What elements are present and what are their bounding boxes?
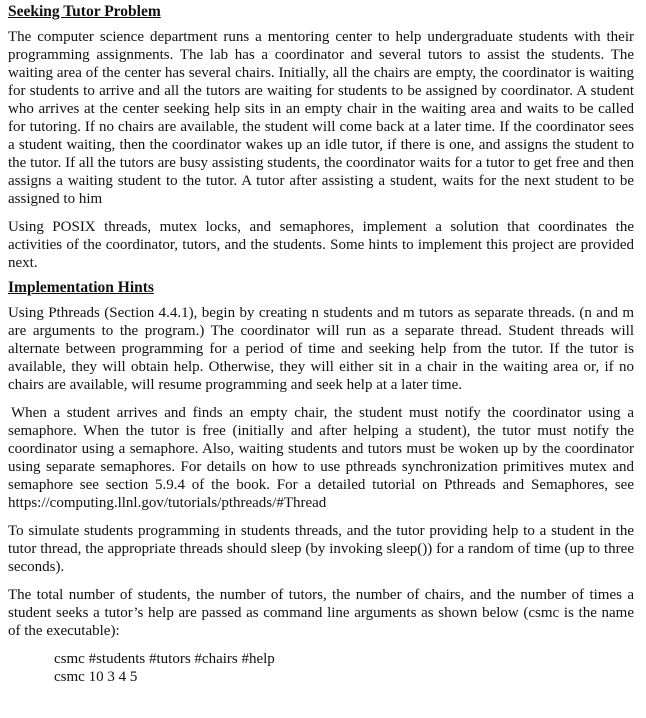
heading-seeking-tutor-problem: Seeking Tutor Problem <box>8 3 161 20</box>
pthreads-hint-paragraph: Using Pthreads (Section 4.4.1), begin by creating n students and m tutors as separate threads. (n and m are arguments to the program.) The coordinator will run as a separate thread. Student threads will alternate between programming for a period of time and seeking help from the tutor. If the tutor is available, they will obtain help. Otherwise, they will either sit in a chair in the waiting area or, if no chairs are available, will resume programming and seek help at a later time. <box>8 305 634 393</box>
task-paragraph: Using POSIX threads, mutex locks, and semaphores, implement a solution that coordinates the activities of the coordinator, tutors, and the students. Some hints to implement this project are provided next. <box>8 219 634 271</box>
semaphore-hint-paragraph: When a student arrives and finds an empty chair, the student must notify the coordinator using a semaphore. When the tutor is free (initially and after helping a student), the tutor must notify the coordinator using a semaphore. Also, waiting students and tutors must be woken up by the coordinator using separate semaphores. For details on how to use pthreads synchronization primitives mutex and semaphore see section 5.9.4 of the book. For a detailed tutorial on Pthreads and Semaphores, see https://computing.llnl.gov/tutorials/pthreads/#Thread <box>8 405 634 511</box>
usage-line: csmc #students #tutors #chairs #help <box>54 651 275 667</box>
heading-implementation-hints: Implementation Hints <box>8 279 154 296</box>
arguments-paragraph: The total number of students, the number of tutors, the number of chairs, and the number of times a student seeks a tutor’s help are passed as command line arguments as shown below (csmc is the name of the executable): <box>8 587 634 639</box>
sleep-hint-paragraph: To simulate students programming in students threads, and the tutor providing help to a student in the tutor thread, the appropriate threads should sleep (by invoking sleep()) for a random of time (up to three seconds). <box>8 523 634 575</box>
example-line: csmc 10 3 4 5 <box>54 669 138 685</box>
problem-description-paragraph: The computer science department runs a mentoring center to help undergraduate students with their programming assignments. The lab has a coordinator and several tutors to assist the students. The waiting area of the center has several chairs. Initially, all the chairs are empty, the coordinator is waiting for students to arrive and all the tutors are waiting for students to be assigned by coordinator. A student who arrives at the center seeking help sits in an empty chair in the waiting area and waits to be called for tutoring. If no chairs are available, the student will come back at a later time. If the coordinator sees a student waiting, then the coordinator wakes up an idle tutor, if there is one, and assigns the student to the tutor. If all the tutors are busy assisting students, the coordinator waits for a tutor to get free and then assigns a waiting student to the tutor. A tutor after assisting a student, waits for the next student to be assigned to him <box>8 29 634 207</box>
